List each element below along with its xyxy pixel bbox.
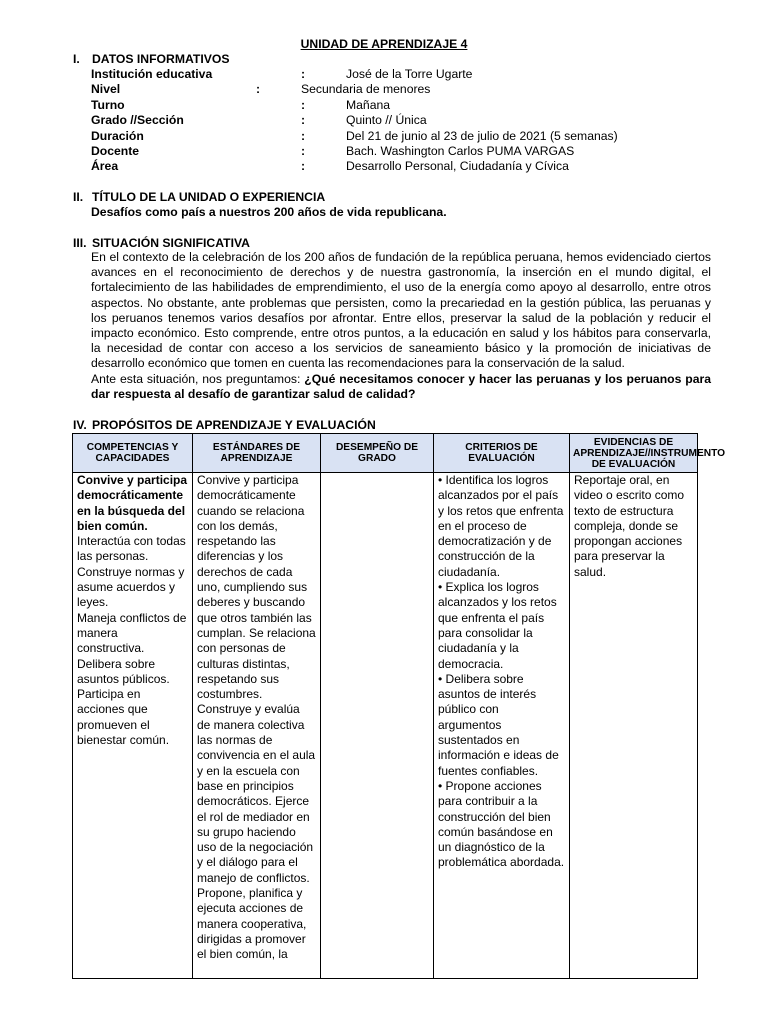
info-colon: : — [256, 82, 261, 96]
section-2-heading — [73, 190, 325, 206]
info-colon: : — [301, 129, 306, 143]
cell-criterios — [434, 473, 570, 979]
header-competencias: COMPETENCIAS Y CAPACIDADES — [73, 434, 193, 473]
info-colon: : — [301, 67, 306, 81]
info-label: Docente — [91, 144, 140, 158]
capacidad-item: Construye normas y asume acuerdos y leyes. — [77, 564, 185, 610]
info-colon: : — [301, 113, 306, 127]
header-evidencias: EVIDENCIAS DE APRENDIZAJE//INSTRUMENTO DE EVALUACIÓN — [570, 434, 698, 473]
info-label: Nivel — [91, 82, 121, 96]
section-2-number: II. — [73, 190, 84, 204]
criterio-item: • Delibera sobre asuntos de interés público con argumentos sustentados en información e ideas de fuentes confiables. — [438, 672, 565, 779]
info-value: Del 21 de junio al 23 de julio de 2021 (5 semanas) — [346, 129, 618, 143]
info-value: Desarrollo Personal, Ciudadanía y Cívica — [346, 159, 569, 173]
section-2-title: TÍTULO DE LA UNIDAD O EXPERIENCIA — [92, 190, 326, 204]
capacidad-item: Delibera sobre asuntos públicos. — [77, 656, 170, 686]
situacion-text — [91, 250, 711, 402]
competencia-name: Convive y participa democráticamente en la búsqueda del bien común. — [77, 473, 188, 533]
info-colon: : — [301, 159, 306, 173]
guiding-question: ¿Qué necesitamos conocer y hacer las peruanas y los peruanos para dar respuesta al desafío de garantizar salud de calidad? — [91, 371, 711, 401]
info-label: Duración — [91, 129, 144, 143]
section-1-heading — [73, 52, 229, 68]
info-colon: : — [301, 144, 306, 158]
capacidad-item: Interactúa con todas las personas. — [77, 534, 186, 564]
section-4-heading — [73, 418, 376, 434]
document-title: UNIDAD DE APRENDIZAJE 4 — [300, 37, 468, 51]
info-label: Área — [91, 159, 119, 173]
capacidad-item: Maneja conflictos de manera constructiva. — [77, 610, 187, 656]
section-1-title: DATOS INFORMATIVOS — [92, 52, 230, 66]
criterio-item: • Identifica los logros alcanzados por el país y los retos que enfrenta en el proceso de democratización y de construcción de la ciudadanía. — [438, 473, 565, 580]
section-3-title: SITUACIÓN SIGNIFICATIVA — [92, 236, 250, 250]
info-value: Quinto // Única — [346, 113, 427, 127]
estandar-text: Convive y participa democráticamente cuando se relaciona con los demás, respetando las diferencias y los derechos de cada uno, cumpliendo sus deberes y buscando que otros también las cumplan. Se relaciona con personas de culturas distintas, respetando sus costumbres. Construye y evalúa de manera colectiva las normas de convivencia en el aula y en la escuela con base en principios democráticos. Ejerce el rol de mediador en su grupo haciendo uso de la negociación y el diálogo para el manejo de conflictos. Propone, planifica y ejecuta acciones de manera cooperativa, dirigidas a promover el bien común, la — [197, 473, 316, 962]
cell-desempeno — [321, 473, 434, 979]
cell-evidencias — [570, 473, 698, 979]
section-1-number: I. — [73, 52, 80, 66]
info-value: Mañana — [346, 98, 391, 112]
header-estandares: ESTÁNDARES DE APRENDIZAJE — [193, 434, 321, 473]
criterio-item: • Propone acciones para contribuir a la construcción del bien común basándose en un diagnóstico de la problemática abordada. — [438, 779, 565, 871]
evaluation-table — [72, 433, 726, 979]
table-row — [73, 473, 698, 979]
question-intro: Ante esta situación, nos preguntamos: — [91, 371, 305, 386]
section-4-title: PROPÓSITOS DE APRENDIZAJE Y EVALUACIÓN — [92, 418, 376, 432]
info-value: José de la Torre Ugarte — [346, 67, 473, 81]
info-colon: : — [301, 98, 306, 112]
situacion-question-block — [91, 372, 711, 402]
situacion-paragraph: En el contexto de la celebración de los 200 años de fundación de la república peruana, hemos evidenciado ciertos avances en el reconocimiento de derechos y de nuestra gastronomía, la inserción en el mundo digital, el fortalecimiento de las habilidades de emprendimiento, el uso de la energía como apoyo al desarrollo, entre otros aspectos. No obstante, ante problemas que persisten, como la precariedad en la gestión pública, las peruanas y los peruanos tenemos varios desafíos por afrontar. Entre ellos, preservar la salud de la población y reducir el impacto económico. Esto comprende, entre otros puntos, a la educación en salud y los hábitos para conservarla, la necesidad de contar con acceso a los servicios de saneamiento básico y la promoción de iniciativas de desarrollo económico que tomen en cuenta las recomendaciones para la conservación de la salud. — [91, 250, 711, 371]
evidencia-text: Reportaje oral, en video o escrito como texto de estructura compleja, donde se propongan acciones para preservar la salud. — [574, 473, 685, 579]
section-4-number: IV. — [73, 418, 87, 432]
unit-subtitle: Desafíos como país a nuestros 200 años de vida republicana. — [91, 205, 447, 219]
info-value: Bach. Washington Carlos PUMA VARGAS — [346, 144, 575, 158]
header-desempeno: DESEMPEÑO DE GRADO — [321, 434, 434, 473]
info-label: Grado //Sección — [91, 113, 184, 127]
info-value: Secundaria de menores — [301, 82, 431, 96]
info-label: Institución educativa — [91, 67, 213, 81]
cell-estandares — [193, 473, 321, 979]
capacidad-item: Participa en acciones que promueven el bienestar común. — [77, 687, 170, 748]
section-3-number: III. — [73, 236, 87, 250]
cell-competencias — [73, 473, 193, 979]
header-criterios: CRITERIOS DE EVALUACIÓN — [434, 434, 570, 473]
info-label: Turno — [91, 98, 125, 112]
criterio-item: • Explica los logros alcanzados y los retos que enfrenta el país para consolidar la ciudadanía y la democracia. — [438, 580, 565, 672]
table-header-row — [73, 434, 698, 473]
